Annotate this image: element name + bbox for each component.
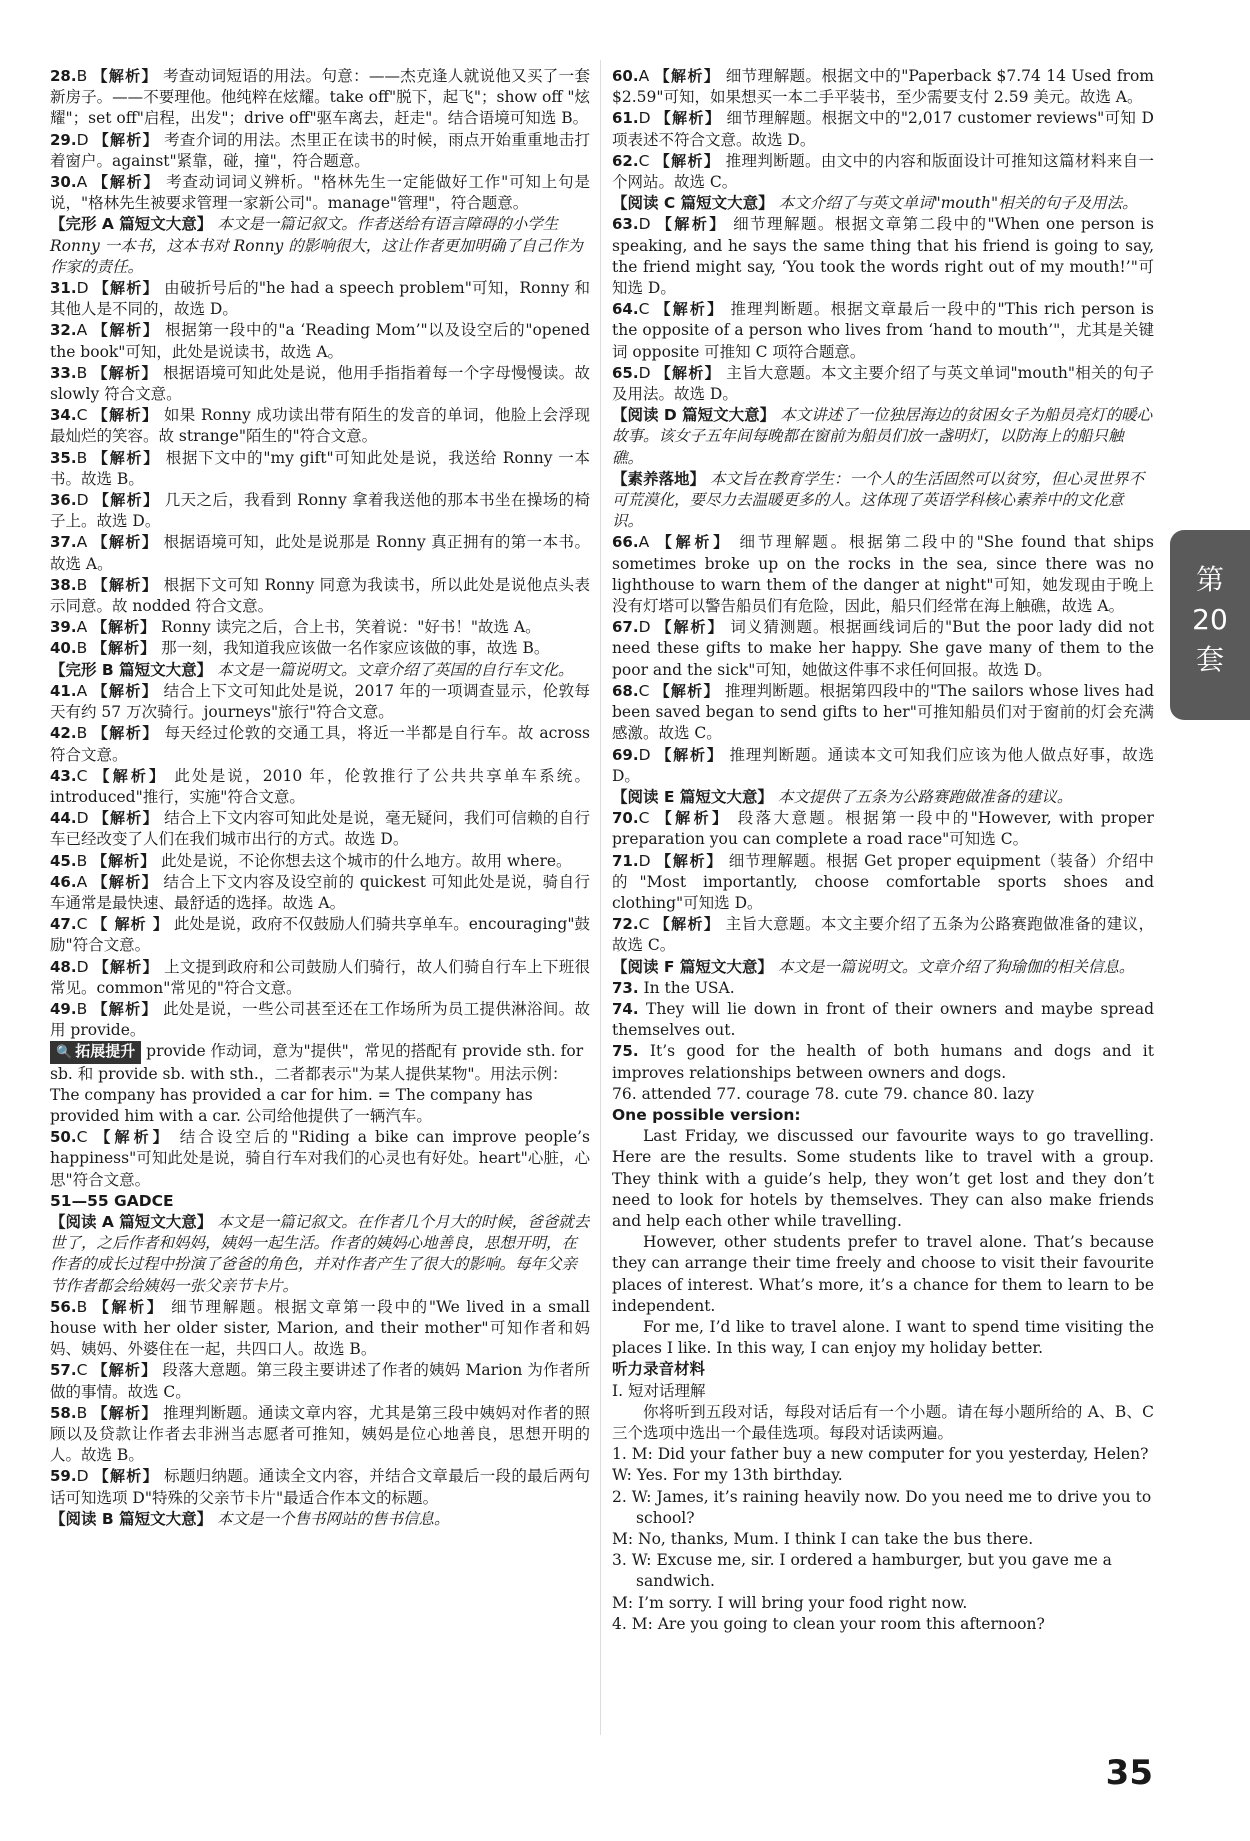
answer-letter: C <box>76 915 88 934</box>
dialogue-line: M: No, thanks, Mum. I think I can take the bus there. <box>612 1530 1034 1549</box>
explanation-text: 根据语境可知此处是说，他用手指指着每一个字母慢慢读。故 slowly 符合文意。 <box>50 363 590 404</box>
explanation-text: 考查介词的用法。杰里正在读书的时候，雨点开始重重地击打着窗户。against"紧靠，碰，撞"，符合题意。 <box>50 130 590 170</box>
paragraph: Last Friday, we discussed our favourite ways to go travelling. Here are the results. Some students like to travel with a group. They think with a guide’s help, they won’t get lost and they don’t need to look for hotels by themselves. They can also make friends and help each other while travelling. <box>612 1127 1154 1230</box>
extension-text: provide 作动词，意为"提供"，常见的搭配有 provide sth. for sb. 和 provide sb. with sth.，二者都表示"为某人提供某物"。用法示例：The company has provided a car for him. = The company has provided him with a car. 公司给他提供了一辆汽车。 <box>50 1042 584 1125</box>
analysis-tag: 【解析】 <box>93 1467 159 1486</box>
answer-letter: B <box>76 67 88 85</box>
summary-text: 本文介绍了与英文单词"mouth"相关的句子及用法。 <box>778 194 1138 213</box>
question-number: 34. <box>50 406 77 425</box>
question-number: 63. <box>612 215 639 234</box>
explanation-text: 细节理解题。根据文章第一段中的"We lived in a small house with her older sister, Marion, and their mother"可知作者和妈妈、姨妈、外婆住在一起，共四口人。故选 B。 <box>50 1297 590 1359</box>
analysis-tag: 【解析】 <box>92 533 159 552</box>
question-number: 38. <box>50 575 77 594</box>
answer-item <box>50 448 590 490</box>
summary-text: 本文讲述了一位独居海边的贫困女子为船员亮灯的暖心故事。该女子五年间每晚都在窗前为船员们放一盏明灯，以防海上的船只触礁。 <box>612 406 1153 467</box>
answer-letter: C <box>638 681 650 700</box>
paragraph: 你将听到五段对话，每段对话后有一个小题。请在每小题所给的 A、B、C 三个选项中选出一个最佳选项。每段对话读两遍。 <box>612 1402 1154 1442</box>
question-number: 65. <box>612 363 639 382</box>
analysis-tag: 【解析】 <box>654 67 721 85</box>
passage-summary <box>612 787 1154 808</box>
summary-text: 本文是一篇记叙文。在作者几个月大的时候，爸爸就去世了，之后作者和妈妈，姨妈一起生活。作者的姨妈心地善良，思想开明，在作者的成长过程中扮演了爸爸的角色，并对作者产生了很大的影响。每年父亲节作者都会给姨妈一张父亲节卡片。 <box>50 1212 590 1295</box>
question-number: 72. <box>612 915 639 934</box>
short-answer <box>612 1041 1154 1083</box>
answer-item <box>50 872 590 914</box>
explanation-text: 此处是说，政府不仅鼓励人们骑共享单车。encouraging"鼓励"符合文意。 <box>50 915 590 955</box>
question-number: 35. <box>50 448 77 467</box>
explanation-text: 上文提到政府和公司鼓励人们骑行，故人们骑自行车上下班很常见。common"常见的"符合文意。 <box>50 957 590 997</box>
answer-item <box>50 1360 590 1402</box>
analysis-tag: 【解析】 <box>656 851 724 870</box>
analysis-tag: 【解析】 <box>92 363 158 382</box>
question-number: 67. <box>612 618 639 637</box>
explanation-text: 词义猜测题。根据画线词后的"But the poor lady did not need these gifts to make her happy. She gave many of them to the poor and the sick"可知，她做这件事不求任何回报。故选 D。 <box>612 618 1154 679</box>
analysis-tag: 【解析】 <box>654 151 721 170</box>
question-number: 31. <box>50 279 77 298</box>
explanation-text: 段落大意题。根据第一段中的"However, with proper preparation you can complete a road race"可知选 C。 <box>612 809 1154 849</box>
extension-note <box>50 1041 590 1127</box>
passage-summary <box>50 1509 590 1530</box>
answer-item <box>612 681 1154 745</box>
answer-item <box>50 278 590 320</box>
explanation-text: 标题归纳题。通读全文内容，并结合文章最后一段的最后两句话可知选项 D"特殊的父亲节卡片"最适合作本文的标题。 <box>50 1467 590 1507</box>
answer-letter: C <box>638 151 650 170</box>
question-number: 45. <box>50 851 77 870</box>
summary-text: 本文是一个售书网站的售书信息。 <box>217 1509 450 1528</box>
analysis-tag: 【解析】 <box>92 67 158 85</box>
question-number: 62. <box>612 151 639 170</box>
analysis-tag: 【 解析 】 <box>92 915 169 934</box>
question-number: 70. <box>612 809 639 828</box>
answer-letter: C <box>76 406 88 425</box>
answer-letter: A <box>76 681 88 700</box>
summary-tag: 【阅读 F 篇短文大意】 <box>612 957 773 976</box>
answer-letter: C <box>638 300 650 319</box>
explanation-text: 细节理解题。根据文中的"Paperback $7.74 14 Used from $2.59"可知，如果想买一本二手平装书，至少需要支付 2.59 美元。故选 A。 <box>612 67 1154 107</box>
answer-letter: B <box>76 999 88 1018</box>
analysis-tag: 【解析】 <box>656 618 725 637</box>
explanation-text: 此处是说，一些公司甚至还在工作场所为员工提供淋浴间。故用 provide。 <box>50 999 590 1040</box>
answer-item <box>612 617 1154 681</box>
answer-item <box>50 130 590 172</box>
explanation-text: 考查动词词义辨析。"格林先生一定能做好工作"可知上句是说，"格林先生被要求管理一家新公司"。manage"管理"，符合题意。 <box>50 173 590 213</box>
analysis-tag: 【解析】 <box>656 215 727 234</box>
answer-letter: D <box>76 1467 89 1486</box>
explanation-text: 结合上下文内容可知此处是说，毫无疑问，我们可信赖的自行车已经改变了人们在我们城市出行的方式。故选 D。 <box>50 809 590 849</box>
analysis-tag: 【解析】 <box>93 1297 165 1316</box>
answer-item <box>50 66 590 130</box>
answer-item <box>50 532 590 574</box>
explanation-text: 推理判断题。通读文章内容，尤其是第三段中姨妈对作者的照顾以及贷款让作者去非洲当志愿者可推知，姨妈是位心地善良，思想开明的人。故选 B。 <box>50 1403 590 1465</box>
answer-item <box>50 1127 590 1191</box>
explanation-text: 段落大意题。第三段主要讲述了作者的姨妈 Marion 为作者所做的事情。故选 C。 <box>50 1361 590 1401</box>
short-answer-text: They will lie down in front of their owners and maybe spread themselves out. <box>612 999 1154 1040</box>
explanation-text: 根据下文中的"my gift"可知此处是说，我送给 Ronny 一本书。故选 B。 <box>50 448 590 488</box>
question-number: 36. <box>50 491 77 510</box>
answer-item <box>50 999 590 1041</box>
explanation-text: 根据第一段中的"a ‘Reading Mom’"以及设空后的"opened the book"可知，此处是说读书，故选 A。 <box>50 321 590 361</box>
paragraph: For me, I’d like to travel alone. I want to spend time visiting the places I like. In this way, I can enjoy my holiday better. <box>612 1317 1154 1358</box>
passage-summary <box>50 660 590 681</box>
explanation-text: 根据语境可知，此处是说那是 Ronny 真正拥有的第一本书。故选 A。 <box>50 533 590 573</box>
answer-item <box>612 363 1154 405</box>
set-number-tab <box>1170 530 1250 720</box>
analysis-tag: 【解析】 <box>654 915 721 934</box>
answer-item <box>612 66 1154 108</box>
explanation-text: 推理判断题。通读本文可知我们应该为他人做点好事，故选 D。 <box>612 745 1154 785</box>
question-number: 33. <box>50 363 77 382</box>
analysis-tag: 【解析】 <box>655 300 725 319</box>
analysis-tag: 【解析】 <box>92 173 161 192</box>
question-number: 46. <box>50 872 77 891</box>
passage-summary <box>50 214 590 278</box>
answer-letter: B <box>76 448 88 467</box>
question-number: 30. <box>50 173 77 192</box>
explanation-text: 结合设空后的"Riding a bike can improve people’s happiness"可知此处是说，骑自行车对我们的心灵也有好处。heart"心脏，心思"符合文意。 <box>50 1128 590 1189</box>
answer-item <box>612 214 1154 299</box>
explanation-text: 细节理解题。根据文章第二段中的"When one person is speaking, and he says the same thing that his friend is going to say, the friend might say, ‘You took the words right out of my mouth!’"可知选 D。 <box>612 215 1154 298</box>
summary-tag: 【完形 B 篇短文大意】 <box>50 660 213 679</box>
explanation-text: 主旨大意题。本文主要介绍了五条为公路赛跑做准备的建议，故选 C。 <box>612 915 1154 955</box>
analysis-tag: 【解析】 <box>655 109 722 128</box>
answer-letter: D <box>638 215 651 234</box>
answer-letter: A <box>76 321 88 340</box>
answer-item <box>50 957 590 999</box>
answer-letter: A <box>76 173 88 192</box>
summary-tag: 【完形 A 篇短文大意】 <box>50 215 213 234</box>
question-number: 49. <box>50 999 77 1018</box>
answer-letter: A <box>76 872 88 891</box>
analysis-tag: 【解析】 <box>655 363 721 382</box>
answer-letter: B <box>76 639 88 658</box>
explanation-text: 那一刻，我知道我应该做一名作家应该做的事，故选 B。 <box>161 639 550 658</box>
answer-letter: B <box>76 724 88 743</box>
analysis-tag: 【解析】 <box>656 533 732 552</box>
analysis-tag: 【解析】 <box>92 406 159 425</box>
answer-item <box>612 151 1154 193</box>
question-number: 42. <box>50 724 77 743</box>
question-number: 58. <box>50 1403 77 1422</box>
extension-tag-label: 拓展提升 <box>75 1042 136 1061</box>
analysis-tag: 【解析】 <box>94 766 168 785</box>
answer-item <box>50 1403 590 1467</box>
extension-tag <box>50 1041 141 1063</box>
answer-letter: B <box>76 1297 88 1316</box>
analysis-tag: 【解析】 <box>92 681 159 700</box>
analysis-tag: 【解析】 <box>93 957 159 976</box>
summary-text: 本文是一篇记叙文。作者送给有语言障碍的小学生 Ronny 一本书，这本书对 Ronny 的影响很大，这让作者更加明确了自己作为作家的责任。 <box>50 215 583 276</box>
question-number: 68. <box>612 681 639 700</box>
explanation-text: 结合上下文可知此处是说，2017 年的一项调查显示，伦敦每天有约 57 万次骑行。journeys"旅行"符合文意。 <box>50 681 590 722</box>
summary-tag: 【阅读 C 篇短文大意】 <box>612 194 774 213</box>
left-column <box>50 66 590 1530</box>
answer-letter: A <box>638 67 650 85</box>
answer-letter: D <box>638 363 651 382</box>
question-number: 69. <box>612 745 639 764</box>
answer-letter: C <box>638 915 650 934</box>
question-number: 61. <box>612 109 639 128</box>
dialogue-line: 2. W: James, it’s raining heavily now. Do you need me to drive you to school? <box>612 1487 1152 1527</box>
answer-item <box>50 766 590 808</box>
passage-summary <box>612 405 1154 469</box>
answer-item <box>612 745 1154 787</box>
answer-letter: C <box>638 809 650 828</box>
page-number: 35 <box>1105 1753 1153 1793</box>
question-number: 66. <box>612 533 639 552</box>
explanation-text: 此处是说，2010 年，伦敦推行了公共共享单车系统。introduced"推行，实施"符合文意。 <box>50 766 590 806</box>
answer-item <box>50 1297 590 1361</box>
explanation-text: 如果 Ronny 成功读出带有陌生的发音的单词，他脸上会浮现最灿烂的笑容。故 strange"陌生的"符合文意。 <box>50 406 590 446</box>
summary-tag: 【素养落地】 <box>612 469 706 488</box>
explanation-text: 每天经过伦敦的交通工具，将近一半都是自行车。故 across 符合文意。 <box>50 724 590 764</box>
answer-item <box>612 808 1154 850</box>
summary-tag: 【阅读 A 篇短文大意】 <box>50 1212 213 1231</box>
explanation-text: 考查动词短语的用法。句意：——杰克逢人就说他又买了一套新房子。——不要理他。他纯粹在炫耀。take off"脱下，起飞"；show off "炫耀"；set off"启程，出发"；drive off"驱车离去，赶走"。结合语境可知选 B。 <box>50 67 590 128</box>
answer-item <box>612 108 1154 150</box>
answer-letter: D <box>638 745 651 764</box>
analysis-tag: 【解析】 <box>92 851 157 870</box>
question-number: 40. <box>50 639 77 658</box>
dialogue-line: W: Yes. For my 13th birthday. <box>612 1466 843 1485</box>
answer-item <box>50 808 590 850</box>
passage-summary <box>612 957 1154 978</box>
short-answer <box>612 978 1154 999</box>
analysis-tag: 【解析】 <box>92 448 161 467</box>
column-divider <box>600 60 601 1735</box>
analysis-tag: 【解析】 <box>95 1128 172 1147</box>
answer-letter: C <box>76 1361 88 1380</box>
short-answer-text: It’s good for the health of both humans and dogs and it improves relationships between owners and dogs. <box>612 1042 1154 1082</box>
answer-letter: D <box>638 109 651 128</box>
answer-letter: D <box>76 130 89 149</box>
question-number: 41. <box>50 681 77 700</box>
analysis-tag: 【解析】 <box>93 809 159 828</box>
analysis-tag: 【解析】 <box>654 681 720 700</box>
right-column <box>612 66 1154 1635</box>
answer-item <box>50 723 590 765</box>
answer-item <box>50 575 590 617</box>
question-number: 50. <box>50 1128 77 1147</box>
explanation-text: 推理判断题。由文中的内容和版面设计可推知这篇材料来自一个网站。故选 C。 <box>612 151 1154 192</box>
question-number: 48. <box>50 957 77 976</box>
analysis-tag: 【解析】 <box>92 321 160 340</box>
analysis-tag: 【解析】 <box>93 491 160 510</box>
passage-summary <box>50 1212 590 1297</box>
question-number: 29. <box>50 130 77 149</box>
answer-letter: B <box>76 363 88 382</box>
question-number: 64. <box>612 300 639 319</box>
question-number: 44. <box>50 809 77 828</box>
answer-item <box>612 532 1154 617</box>
answer-letter: D <box>76 809 89 828</box>
question-number: 60. <box>612 67 639 85</box>
section-heading: 51—55 GADCE <box>50 1191 174 1210</box>
short-answer-text: In the USA. <box>643 978 735 997</box>
answer-letter: B <box>76 1403 88 1422</box>
analysis-tag: 【解析】 <box>92 639 157 658</box>
explanation-text: 根据下文可知 Ronny 同意为我读书，所以此处是说他点头表示同意。故 nodded 符合文意。 <box>50 575 590 616</box>
explanation-text: 由破折号后的"he had a speech problem"可知，Ronny 和其他人是不同的，故选 D。 <box>50 279 590 319</box>
dialogue-line: M: I’m sorry. I will bring your food right now. <box>612 1593 968 1612</box>
analysis-tag: 【解析】 <box>93 279 159 298</box>
answer-item <box>612 914 1154 956</box>
answer-letter: D <box>76 491 89 510</box>
answer-item <box>612 299 1154 363</box>
explanation-text: 细节理解题。根据 Get proper equipment（装备）介绍中的"Most importantly, choose comfortable sports shoes and clothing"可知选 D。 <box>612 851 1154 912</box>
question-number: 75. <box>612 1042 639 1061</box>
question-number: 71. <box>612 851 639 870</box>
tab-char-2: 套 <box>1195 643 1224 676</box>
section-heading: One possible version: <box>612 1105 801 1124</box>
answer-letter: D <box>638 851 651 870</box>
explanation-text: 推理判断题。根据文章最后一段中的"This rich person is the opposite of a person who lives from ‘hand to mouth’"，尤其是关键词 opposite 可推知 C 项符合题意。 <box>612 300 1154 361</box>
explanation-text: 几天之后，我看到 Ronny 拿着我送他的那本书坐在操场的椅子上。故选 D。 <box>50 491 590 531</box>
answer-letter: B <box>76 575 88 594</box>
answer-letter: C <box>76 766 88 785</box>
answer-item <box>50 638 590 659</box>
answer-item <box>50 617 590 638</box>
answer-item <box>50 320 590 362</box>
tab-char-1: 第 <box>1195 563 1224 596</box>
question-number: 43. <box>50 766 77 785</box>
text-line: 76. attended 77. courage 78. cute 79. chance 80. lazy <box>612 1084 1035 1103</box>
question-number: 37. <box>50 533 77 552</box>
explanation-text: 结合上下文内容及设空前的 quickest 可知此处是说，骑自行车通常是最快速、最舒适的选择。故选 A。 <box>50 872 590 912</box>
answer-item <box>612 851 1154 915</box>
answer-item <box>50 363 590 405</box>
answer-item <box>50 172 590 214</box>
question-number: 56. <box>50 1297 77 1316</box>
answer-item <box>50 851 590 872</box>
explanation-text: Ronny 读完之后，合上书，笑着说："好书！"故选 A。 <box>161 618 541 637</box>
analysis-tag: 【解析】 <box>92 724 159 743</box>
summary-text: 本文旨在教育学生：一个人的生活固然可以贫穷，但心灵世界不可荒漠化，要尽力去温暖更多的人。这体现了英语学科核心素养中的文化意识。 <box>612 469 1144 531</box>
question-number: 74. <box>612 999 639 1018</box>
question-number: 47. <box>50 915 77 934</box>
analysis-tag: 【解析】 <box>92 618 157 637</box>
answer-item <box>50 681 590 723</box>
analysis-tag: 【解析】 <box>656 809 731 828</box>
question-number: 57. <box>50 1361 77 1380</box>
question-number: 28. <box>50 67 77 85</box>
analysis-tag: 【解析】 <box>92 1361 158 1380</box>
answer-letter: D <box>76 279 89 298</box>
analysis-tag: 【解析】 <box>656 745 724 764</box>
summary-tag: 【阅读 E 篇短文大意】 <box>612 787 773 806</box>
answer-letter: A <box>76 533 88 552</box>
explanation-text: 推理判断题。根据第四段中的"The sailors whose lives had been saved began to send gifts to her"可推知船员们对于窗前的灯会充满感激。故选 C。 <box>612 681 1154 743</box>
dialogue-line: 4. M: Are you going to clean your room this afternoon? <box>612 1614 1045 1633</box>
question-number: 73. <box>612 978 639 997</box>
magnifier-icon: 🔍 <box>56 1045 73 1061</box>
answer-letter: A <box>76 618 88 637</box>
dialogue-line: 1. M: Did your father buy a new computer for you yesterday, Helen? <box>612 1445 1149 1464</box>
dialogue-line: 3. W: Excuse me, sir. I ordered a hamburger, but you gave me a sandwich. <box>612 1551 1112 1591</box>
answer-item <box>50 405 590 447</box>
answer-item <box>50 1466 590 1508</box>
summary-text: 本文提供了五条为公路赛跑做准备的建议。 <box>777 787 1073 806</box>
analysis-tag: 【解析】 <box>92 999 158 1018</box>
answer-letter: A <box>638 533 650 552</box>
passage-summary <box>612 193 1154 214</box>
text-line: Ⅰ. 短对话理解 <box>612 1381 706 1400</box>
summary-text: 本文是一篇说明文。文章介绍了英国的自行车文化。 <box>217 660 574 679</box>
explanation-text: 细节理解题。根据文中的"2,017 customer reviews"可知 D 项表述不符合文意。故选 D。 <box>612 109 1154 149</box>
summary-tag: 【阅读 B 篇短文大意】 <box>50 1509 213 1528</box>
tab-number: 20 <box>1192 603 1228 636</box>
explanation-text: 细节理解题。根据第二段中的"She found that ships sometimes broke up on the rocks in the sea, since there was no lighthouse to warn them of the danger at night"可知，她发现由于晚上没有灯塔可以警告船员们有危险，因此，船只们经常在海上触礁，故选 A。 <box>612 533 1154 616</box>
answer-item <box>50 490 590 532</box>
question-number: 39. <box>50 618 77 637</box>
question-number: 59. <box>50 1467 77 1486</box>
answer-letter: D <box>76 957 89 976</box>
answer-letter: C <box>76 1128 88 1147</box>
section-heading: 听力录音材料 <box>612 1360 706 1379</box>
explanation-text: 主旨大意题。本文主要介绍了与英文单词"mouth"相关的句子及用法。故选 D。 <box>612 363 1154 404</box>
analysis-tag: 【解析】 <box>92 872 159 891</box>
short-answer <box>612 999 1154 1041</box>
answer-letter: B <box>76 851 88 870</box>
analysis-tag: 【解析】 <box>92 1403 158 1422</box>
analysis-tag: 【解析】 <box>92 575 159 594</box>
answer-letter: D <box>638 618 651 637</box>
paragraph: However, other students prefer to travel alone. That’s because they can arrange their time freely and choose to visit their favourite places of interest. What’s more, it’s a chance for them to learn to be independent. <box>612 1233 1154 1315</box>
summary-tag: 【阅读 D 篇短文大意】 <box>612 406 776 425</box>
answer-item <box>50 914 590 956</box>
summary-text: 本文是一篇说明文。文章介绍了狗瑜伽的相关信息。 <box>777 957 1135 976</box>
passage-summary <box>612 469 1154 533</box>
analysis-tag: 【解析】 <box>93 130 159 149</box>
explanation-text: 此处是说，不论你想去这个城市的什么地方。故用 where。 <box>161 851 572 870</box>
question-number: 32. <box>50 321 77 340</box>
